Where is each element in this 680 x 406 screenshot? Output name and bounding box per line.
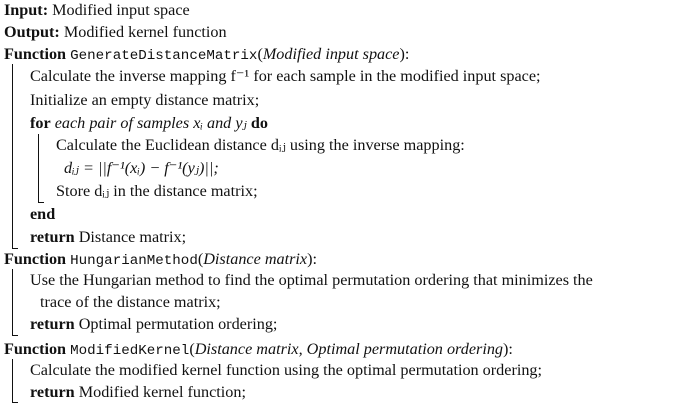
line-use-hungarian-2: trace of the distance matrix; (40, 293, 221, 311)
line-store: Store dᵢⱼ in the distance matrix; (56, 182, 258, 200)
function-header-modified-kernel: Function ModifiedKernel(Distance matrix, Optimal permutation ordering): (4, 340, 513, 359)
output-line (4, 22, 227, 42)
line-return-generate (30, 227, 186, 247)
input-value: Modified input space (52, 1, 190, 19)
line-calc-kernel: Calculate the modified kernel function using the optimal permutation ordering; (30, 361, 543, 379)
function-args: Distance matrix, Optimal permutation ordering (194, 340, 504, 358)
block-foot-kernel (12, 402, 18, 403)
do-keyword: do (250, 114, 268, 132)
line-formula: dᵢⱼ = ||f⁻¹(xᵢ) − f⁻¹(yⱼ)||; (64, 159, 219, 177)
function-header-hungarian-method: Function HungarianMethod(Distance matrix): (4, 250, 317, 269)
return-keyword: return (30, 228, 75, 246)
block-bar-hungarian (12, 269, 13, 335)
input-label: Input: (4, 1, 49, 19)
function-keyword: Function (4, 250, 67, 268)
function-name: GenerateDistanceMatrix (70, 48, 258, 64)
output-label: Output: (4, 23, 60, 41)
return-value: Optimal permutation ordering; (78, 315, 278, 333)
for-condition: each pair of samples xᵢ and yⱼ (54, 114, 247, 132)
line-for-loop (30, 113, 268, 133)
return-keyword: return (30, 315, 75, 333)
output-value: Modified kernel function (63, 23, 227, 41)
line-use-hungarian-1: Use the Hungarian method to find the optimal permutation ordering that minimizes the (30, 271, 593, 289)
line-calc-euclid: Calculate the Euclidean distance dᵢⱼ using the inverse mapping: (56, 136, 465, 154)
input-line (4, 0, 190, 20)
line-return-hungarian (30, 314, 277, 334)
block-foot-for (38, 202, 44, 203)
function-header-generate-distance-matrix: Function GenerateDistanceMatrix(Modified input space): (4, 45, 410, 64)
function-name: ModifiedKernel (70, 343, 190, 359)
line-calc-inverse: Calculate the inverse mapping f⁻¹ for each sample in the modified input space; (30, 67, 541, 85)
end-keyword: end (30, 205, 56, 223)
return-value: Modified kernel function; (78, 383, 246, 401)
function-args: Distance matrix (203, 250, 308, 268)
return-keyword: return (30, 383, 75, 401)
return-value: Distance matrix; (78, 228, 187, 246)
function-name: HungarianMethod (70, 253, 198, 269)
for-keyword: for (30, 114, 51, 132)
block-bar-kernel (12, 359, 13, 402)
line-init-matrix: Initialize an empty distance matrix; (30, 91, 260, 109)
block-foot-hungarian (12, 335, 18, 336)
line-return-kernel (30, 382, 246, 402)
block-bar-generate (12, 64, 13, 248)
function-args: Modified input space (262, 45, 400, 63)
function-keyword: Function (4, 45, 67, 63)
function-keyword: Function (4, 340, 67, 358)
block-bar-for (38, 134, 39, 202)
